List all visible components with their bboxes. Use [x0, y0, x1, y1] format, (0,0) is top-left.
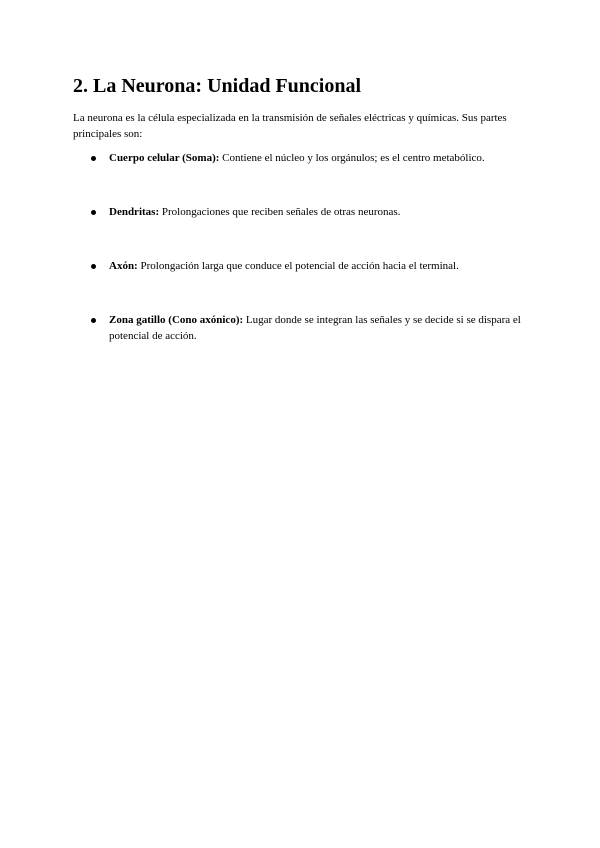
part-description: Lugar donde se integran las señales y se decide si se dispara el potencial de acción. [109, 314, 521, 342]
part-term: Zona gatillo (Cono axónico): [109, 314, 244, 326]
part-term: Cuerpo celular (Soma): [109, 152, 220, 164]
list-item-soma [73, 150, 535, 166]
bullet-icon [91, 264, 96, 269]
list-item-axon [73, 258, 535, 274]
bullet-icon [91, 210, 96, 215]
part-term: Axón: [109, 260, 138, 272]
list-item-trigger-zone [73, 312, 535, 344]
part-term: Dendritas: [109, 206, 160, 218]
intro-paragraph: La neurona es la célula especializada en la transmisión de señales eléctricas y químicas. Sus partes principales son: [73, 112, 507, 140]
section-heading: 2. La Neurona: Unidad Funcional [73, 75, 362, 97]
bullet-icon [91, 156, 96, 161]
part-description: Contiene el núcleo y los orgánulos; es el centro metabólico. [219, 152, 485, 164]
list-item-dendrites [73, 204, 535, 220]
bullet-icon [91, 318, 96, 323]
part-description: Prolongación larga que conduce el potencial de acción hacia el terminal. [137, 260, 459, 272]
part-description: Prolongaciones que reciben señales de otras neuronas. [159, 206, 401, 218]
neuron-parts-list [73, 150, 535, 382]
